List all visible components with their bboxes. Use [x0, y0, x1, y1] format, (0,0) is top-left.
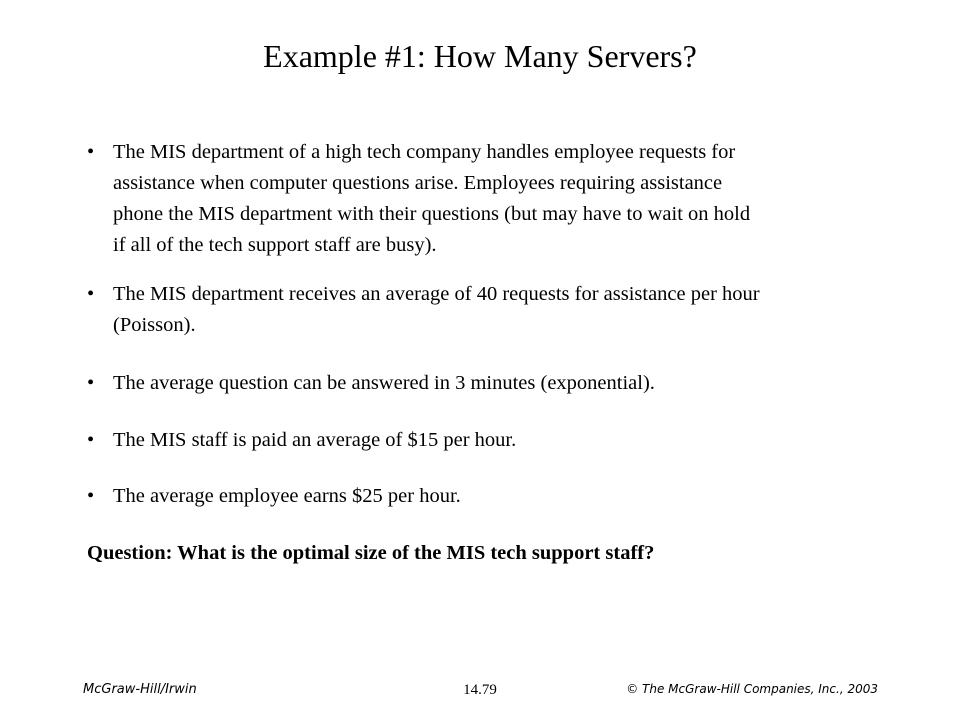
bullet-text: The MIS staff is paid an average of $15 per hour.: [113, 429, 517, 451]
footer-publisher: McGraw-Hill/Irwin: [83, 682, 197, 697]
bullet-item: [87, 425, 877, 456]
footer-copyright: © The McGraw-Hill Companies, Inc., 2003: [626, 682, 878, 696]
bullet-text: The MIS department of a high tech company handles employee requests for assistance when computer questions arise. Employees requiring assistance phone the MIS department with their questions (but may have to wait on hold if all of the tech support staff are busy).: [113, 141, 751, 256]
bullet-item: [87, 368, 877, 399]
slide-title: Example #1: How Many Servers?: [263, 38, 697, 74]
bullet-text: The MIS department receives an average of 40 requests for assistance per hour (Poisson).: [113, 283, 760, 336]
bullet-icon: •: [87, 429, 95, 451]
bullet-text: The average question can be answered in 3 minutes (exponential).: [113, 372, 655, 394]
question-text: Question: What is the optimal size of the MIS tech support staff?: [87, 542, 655, 564]
bullet-icon: •: [87, 283, 95, 305]
footer-slide-number: 14.79: [463, 682, 497, 698]
bullet-item: [87, 137, 877, 261]
bullet-icon: •: [87, 372, 95, 394]
bullet-text: The average employee earns $25 per hour.: [113, 485, 461, 507]
bullet-icon: •: [87, 141, 95, 163]
bullet-icon: •: [87, 485, 95, 507]
bullet-item: [87, 279, 877, 341]
bullet-item: [87, 481, 877, 512]
